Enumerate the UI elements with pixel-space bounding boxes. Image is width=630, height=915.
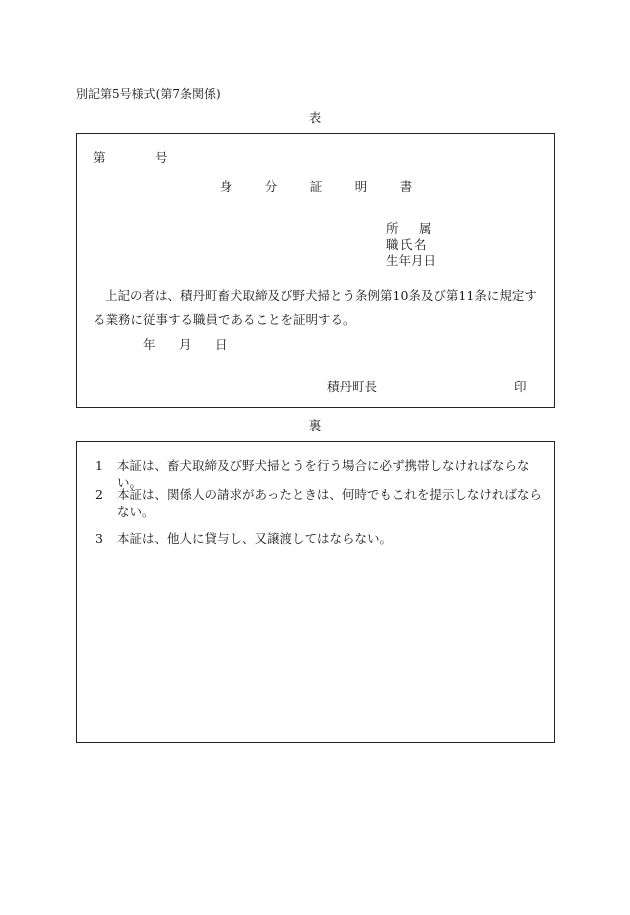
title-char: 明 — [354, 179, 369, 194]
item-text: 本証は、畜犬取締及び野犬掃とうを行う場合に必ず携帯しなければならない。 — [117, 458, 530, 490]
field-char: 属 — [419, 221, 432, 236]
document-title — [77, 181, 556, 194]
field-char: 名 — [414, 237, 427, 252]
certification-statement: 上記の者は、積丹町畜犬取締及び野犬掃とう条例第10条及び第11条に規定する業務に従事する職員であることを証明する。 — [93, 288, 537, 327]
title-char: 書 — [399, 179, 414, 194]
field-char: 所 — [386, 221, 399, 236]
list-item — [95, 486, 543, 520]
title-char: 証 — [309, 179, 324, 194]
id-card-back — [76, 441, 555, 743]
date-char: 日 — [215, 337, 228, 352]
issue-date-line — [143, 339, 228, 352]
number-suffix: 号 — [155, 150, 168, 165]
id-card-front — [76, 133, 555, 408]
title-name-field-label — [386, 239, 427, 252]
item-text: 本証は、関係人の請求があったときは、何時でもこれを提示しなければならない。 — [117, 487, 542, 519]
affiliation-field-label — [386, 223, 432, 236]
item-number: 3 — [95, 531, 103, 546]
item-number: 1 — [95, 458, 103, 473]
date-char: 年 — [143, 337, 156, 352]
field-char: 職 — [386, 237, 399, 252]
field-char: 氏 — [400, 237, 413, 252]
number-label: 第 — [93, 150, 106, 165]
title-char: 身 — [219, 179, 234, 194]
title-char: 分 — [264, 179, 279, 194]
item-number: 2 — [95, 487, 103, 502]
birth-date-field-label: 生年月日 — [386, 253, 437, 268]
issuer-label: 積丹町長 — [327, 379, 378, 394]
front-side-label: 表 — [308, 110, 322, 125]
seal-mark: 印 — [514, 379, 527, 394]
item-text: 本証は、他人に貸与し、又譲渡してはならない。 — [117, 531, 393, 546]
back-side-label: 裏 — [308, 418, 322, 433]
list-item — [95, 530, 543, 547]
form-header: 別記第5号様式(第7条関係) — [76, 87, 221, 101]
date-char: 月 — [179, 337, 192, 352]
